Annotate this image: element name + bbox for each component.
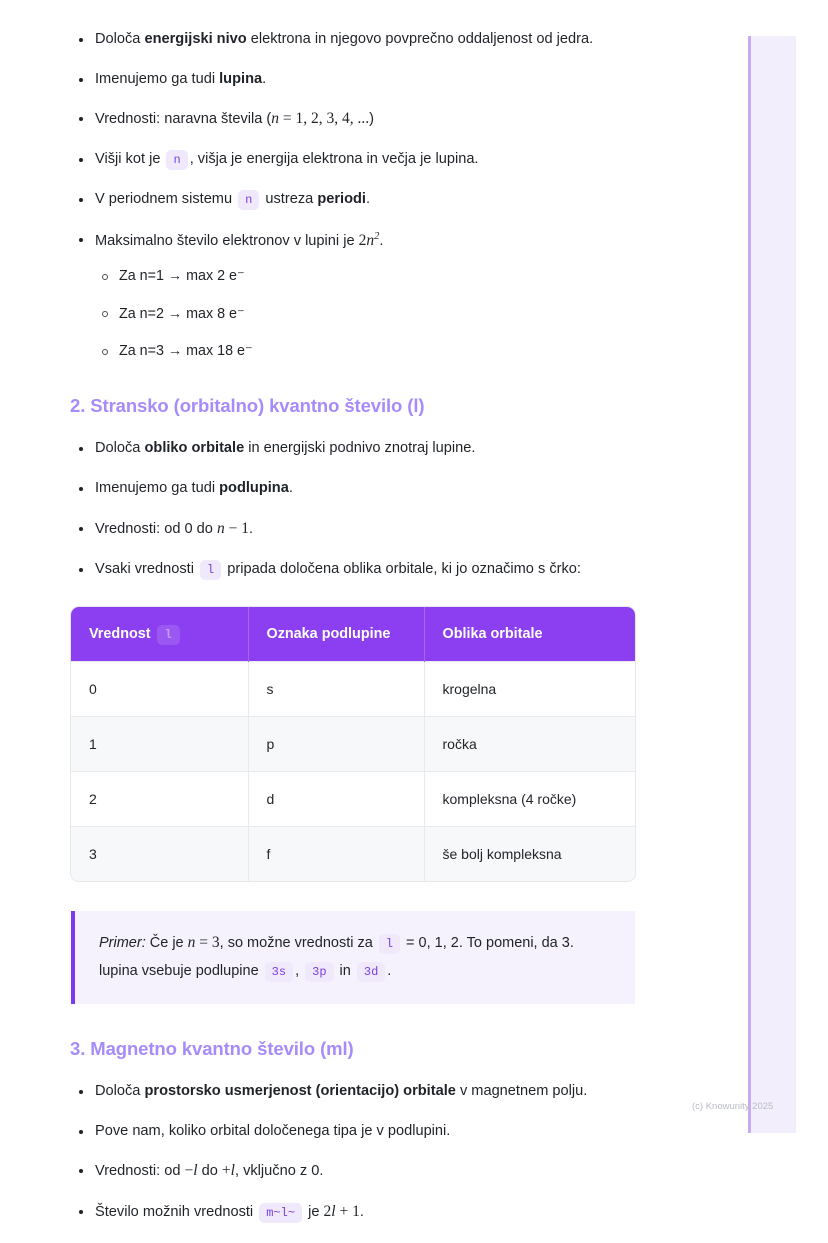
list-item: Določa energijski nivo elektrona in njegovo povprečno oddaljenost od jedra. bbox=[70, 30, 660, 50]
table-cell: še bolj kompleksna bbox=[424, 827, 635, 882]
table-row bbox=[71, 717, 635, 772]
math-variable: n bbox=[187, 934, 196, 952]
table-row bbox=[71, 772, 635, 827]
code-chip: n bbox=[166, 150, 187, 170]
orbital-shapes-table bbox=[71, 607, 635, 881]
table-cell: krogelna bbox=[424, 662, 635, 717]
list-item: Število možnih vrednosti m~l~ je 2l + 1. bbox=[70, 1202, 660, 1223]
code-chip: 3s bbox=[265, 962, 293, 982]
code-chip: m~l~ bbox=[259, 1203, 302, 1223]
math-text: + 1 bbox=[335, 1203, 360, 1221]
list-item bbox=[70, 230, 660, 362]
list-item: Vsaki vrednosti l pripada določena oblika orbitale, ki jo označimo s črko: bbox=[70, 560, 660, 580]
section-heading-2: 2. Stransko (orbitalno) kvantno število (l) bbox=[70, 395, 425, 417]
watermark: (c) Knowunity 2025 bbox=[692, 1101, 774, 1112]
code-chip: n bbox=[238, 190, 259, 210]
table-cell: p bbox=[248, 717, 424, 772]
section2-bullet-list bbox=[70, 439, 660, 579]
code-chip: l bbox=[157, 625, 180, 645]
table-cell: ročka bbox=[424, 717, 635, 772]
math-text: = 3 bbox=[195, 934, 220, 952]
code-chip: 3d bbox=[357, 962, 385, 982]
section-heading-3 bbox=[70, 1038, 660, 1060]
list-item: Višji kot je n , višja je energija elektrona in večja je lupina. bbox=[70, 150, 660, 170]
table-cell: kompleksna (4 ročke) bbox=[424, 772, 635, 827]
table-row bbox=[71, 662, 635, 717]
table-cell: s bbox=[248, 662, 424, 717]
table-header-row bbox=[71, 607, 635, 662]
sub-list-item: Za n=3 → max 18 e⁻ bbox=[95, 342, 660, 361]
bold-text: lupina bbox=[219, 70, 263, 87]
list-item: Vrednosti: naravna števila (n = 1, 2, 3, 4, ...) bbox=[70, 109, 660, 130]
table-cell: 1 bbox=[71, 717, 248, 772]
table-column-header-label: Oznaka podlupine bbox=[266, 626, 391, 643]
intro-bullet-list bbox=[70, 30, 660, 361]
math-variable: l bbox=[230, 1162, 235, 1180]
table-column-header bbox=[424, 607, 635, 662]
code-chip: 3p bbox=[305, 962, 333, 982]
list-item: Določa obliko orbitale in energijski podnivo znotraj lupine. bbox=[70, 439, 660, 459]
sub-bullet-list bbox=[95, 267, 660, 361]
list-item: Določa prostorsko usmerjenost (orientacijo) orbitale v magnetnem polju. bbox=[70, 1082, 660, 1102]
section-heading-3-end: ) bbox=[347, 1037, 354, 1059]
table-cell: 0 bbox=[71, 662, 248, 717]
math-variable: l bbox=[193, 1162, 198, 1180]
list-item: V periodnem sistemu n ustreza periodi. bbox=[70, 190, 660, 210]
section-heading-3-subscript: l bbox=[342, 1037, 348, 1059]
sub-list-item: Za n=2 → max 8 e⁻ bbox=[95, 305, 660, 324]
list-item: Imenujemo ga tudi lupina. bbox=[70, 70, 660, 90]
table-cell: d bbox=[248, 772, 424, 827]
math-variable: n bbox=[216, 519, 225, 537]
math-text: 2 bbox=[358, 231, 367, 249]
table-column-header bbox=[248, 607, 424, 662]
math-text: + bbox=[221, 1162, 231, 1180]
example-callout: Primer: Če je n = 3, so možne vrednosti za l = 0, 1, 2. To pomeni, da 3. lupina vsebuje podlupine 3s , 3p in 3d . bbox=[71, 911, 635, 1003]
sub-list-item: Za n=1 → max 2 e⁻ bbox=[95, 267, 660, 286]
section3-bullet-list bbox=[70, 1082, 660, 1223]
bold-text: periodi bbox=[317, 190, 366, 207]
italic-text: Primer: bbox=[99, 935, 146, 952]
table-row bbox=[71, 827, 635, 882]
table-column-header-label: Oblika orbitale bbox=[442, 626, 543, 643]
math-variable: n bbox=[271, 110, 280, 128]
right-side-rail bbox=[748, 36, 796, 1133]
math-variable: n bbox=[366, 231, 375, 249]
table-column-header bbox=[71, 607, 248, 662]
code-chip: l bbox=[200, 560, 221, 580]
table-column-header-label: Vrednost bbox=[89, 626, 151, 643]
list-item: Vrednosti: od −l do +l, vključno z 0. bbox=[70, 1161, 660, 1182]
list-item-text: Maksimalno število elektronov v lupini je $2n^2$. bbox=[95, 230, 384, 249]
table-body bbox=[71, 662, 635, 882]
table-cell: 3 bbox=[71, 827, 248, 882]
bold-text: podlupina bbox=[219, 480, 289, 497]
section-heading-3-text: 3. Magnetno kvantno število (m bbox=[70, 1037, 343, 1059]
bold-text: energijski nivo bbox=[144, 31, 247, 47]
list-item: Imenujemo ga tudi podlupina. bbox=[70, 479, 660, 499]
math-variable: l bbox=[331, 1203, 336, 1221]
list-item: Pove nam, koliko orbital določenega tipa je v podlupini. bbox=[70, 1122, 660, 1142]
math-text: − bbox=[184, 1162, 194, 1180]
bold-text: prostorsko usmerjenost (orientacijo) orbitale bbox=[144, 1082, 456, 1099]
bold-text: obliko orbitale bbox=[144, 440, 245, 457]
math-text: = 1, 2, 3, 4, ... bbox=[279, 110, 370, 128]
table-cell: 2 bbox=[71, 772, 248, 827]
math-exponent: 2 bbox=[374, 230, 380, 242]
math-text: − 1 bbox=[224, 519, 249, 537]
table-cell: f bbox=[248, 827, 424, 882]
code-chip: l bbox=[379, 934, 400, 954]
list-item: Vrednosti: od 0 do n − 1. bbox=[70, 519, 660, 540]
math-text: 2 bbox=[323, 1203, 332, 1221]
